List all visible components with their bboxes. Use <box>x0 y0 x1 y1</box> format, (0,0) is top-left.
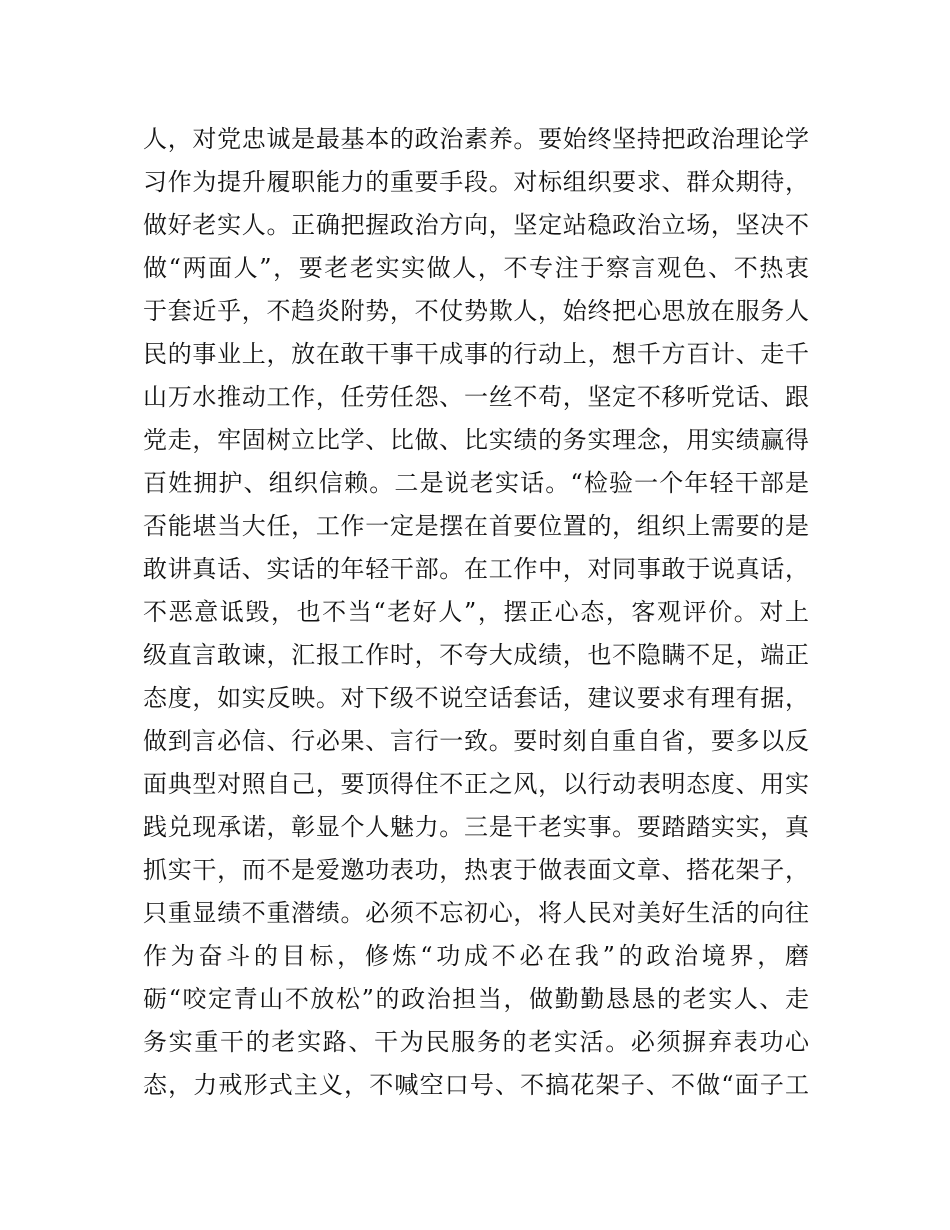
text-line: 作为奋斗的目标，修炼“功成不必在我”的政治境界，磨 <box>143 942 809 970</box>
text-line: 砺“咬定青山不放松”的政治担当，做勤勤恳恳的老实人、走 <box>143 985 809 1013</box>
text-line: 百姓拥护、组织信赖。二是说老实话。“检验一个年轻干部是 <box>143 469 809 497</box>
text-line: 态度，如实反映。对下级不说空话套话，建议要求有理有据， <box>143 684 809 712</box>
text-line: 不恶意诋毁，也不当“老好人”，摆正心态，客观评价。对上 <box>143 598 809 626</box>
text-line: 于套近乎，不趋炎附势，不仗势欺人，始终把心思放在服务人 <box>143 297 809 325</box>
text-line: 山万水推动工作，任劳任怨、一丝不苟，坚定不移听党话、跟 <box>143 383 809 411</box>
text-line: 只重显绩不重潜绩。必须不忘初心，将人民对美好生活的向往 <box>143 899 809 927</box>
text-line: 敢讲真话、实话的年轻干部。在工作中，对同事敢于说真话， <box>143 555 809 583</box>
text-line: 人，对党忠诚是最基本的政治素养。要始终坚持把政治理论学 <box>143 125 809 153</box>
text-line: 做到言必信、行必果、言行一致。要时刻自重自省，要多以反 <box>143 727 809 755</box>
body-paragraph <box>143 118 809 1107</box>
text-line: 级直言敢谏，汇报工作时，不夸大成绩，也不隐瞒不足，端正 <box>143 641 809 669</box>
text-line: 践兑现承诺，彰显个人魅力。三是干老实事。要踏踏实实，真 <box>143 813 809 841</box>
text-line: 党走，牢固树立比学、比做、比实绩的务实理念，用实绩赢得 <box>143 426 809 454</box>
text-line: 习作为提升履职能力的重要手段。对标组织要求、群众期待， <box>143 168 809 196</box>
text-line: 否能堪当大任，工作一定是摆在首要位置的，组织上需要的是 <box>143 512 809 540</box>
text-line: 面典型对照自己，要顶得住不正之风，以行动表明态度、用实 <box>143 770 809 798</box>
text-line: 抓实干，而不是爱邀功表功，热衷于做表面文章、搭花架子， <box>143 856 809 884</box>
text-line: 做好老实人。正确把握政治方向，坚定站稳政治立场，坚决不 <box>143 211 809 239</box>
text-line: 民的事业上，放在敢干事干成事的行动上，想千方百计、走千 <box>143 340 809 368</box>
text-line: 做“两面人”，要老老实实做人，不专注于察言观色、不热衷 <box>143 254 809 282</box>
text-line: 态，力戒形式主义，不喊空口号、不搞花架子、不做“面子工 <box>143 1071 809 1099</box>
text-line: 务实重干的老实路、干为民服务的老实活。必须摒弃表功心 <box>143 1028 809 1056</box>
